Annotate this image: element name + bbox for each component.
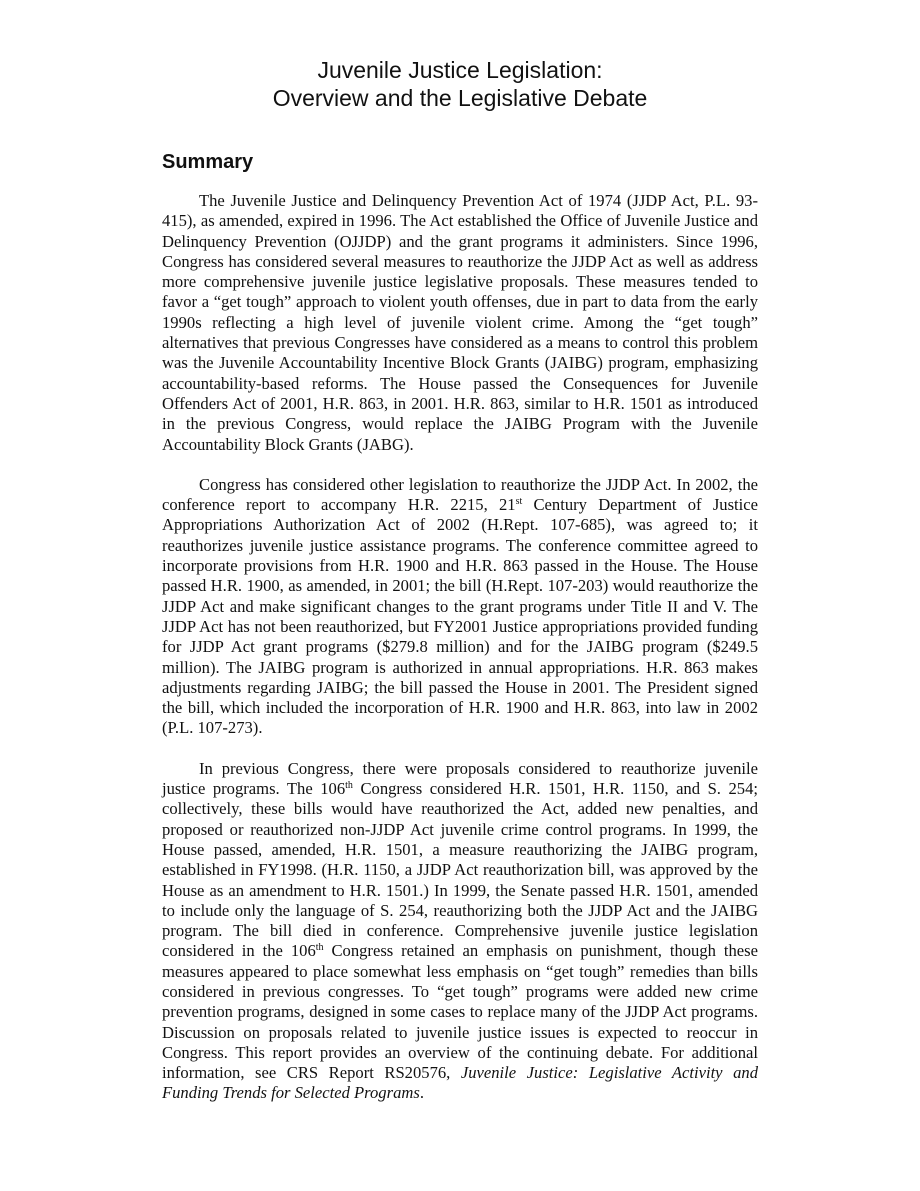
ordinal-superscript: st bbox=[515, 496, 523, 508]
summary-paragraph-2 bbox=[162, 475, 758, 739]
report-page bbox=[162, 56, 758, 1104]
paragraph-3-text-b: Congress considered H.R. 1501, H.R. 1150, and S. 254; collectively, these bills would have reauthorized the Act, added new penalties, and proposed or reauthorized non-JJDP Act juvenile crime control programs. In 1999, the House passed, amended, H.R. 1501, a measure reauthorizing the JAIBG program, established in FY1998. (H.R. 1150, a JJDP Act reauthorization bill, was approved by the House as an amendment to H.R. 1501.) In 1999, the Senate passed H.R. 1501, amended to include only the language of S. 254, reauthorizing both the JJDP Act and the JAIBG program. The bill died in conference. Comprehensive juvenile justice legislation considered in the 106 bbox=[162, 779, 758, 961]
ordinal-superscript: th bbox=[315, 942, 324, 954]
report-title bbox=[162, 56, 758, 112]
ordinal-superscript: th bbox=[345, 780, 353, 792]
title-line-2: Overview and the Legislative Debate bbox=[272, 85, 648, 111]
paragraph-3-end: . bbox=[419, 1083, 424, 1103]
paragraph-2-text-a: Congress has considered other legislation to reauthorize the JJDP Act. In 2002, the conference report to accompany H.R. 2215, 21 bbox=[162, 474, 758, 515]
paragraph-2-text-b: Century Department of Justice Appropriations Authorization Act of 2002 (H.Rept. 107-685), was agreed to; it reauthorizes juvenile justice assistance programs. The conference committee agreed to incorporate provisions from H.R. 1900 and H.R. 863 passed in the House. The House passed H.R. 1900, as amended, in 2001; the bill (H.Rept. 107-203) would reauthorize the JJDP Act and make significant changes to the grant programs under Title II and V. The JJDP Act has not been reauthorized, but FY2001 Justice appropriations provided funding for JJDP Act grant programs ($279.8 million) and for the JAIBG program ($249.5 million). The JAIBG program is authorized in annual appropriations. H.R. 863 makes adjustments regarding JAIBG; the bill passed the House in 2001. The President signed the bill, which included the incorporation of H.R. 1900 and H.R. 863, into law in 2002 (P.L. 107-273). bbox=[162, 495, 758, 738]
summary-paragraph-1: The Juvenile Justice and Delinquency Prevention Act of 1974 (JJDP Act, P.L. 93-415), as amended, expired in 1996. The Act established the Office of Juvenile Justice and Delinquency Prevention (OJJDP) and the grant programs it administers. Since 1996, Congress has considered several measures to reauthorize the JJDP Act as well as address more comprehensive juvenile justice legislative proposals. These measures tended to favor a “get tough” approach to violent youth offenses, due in part to data from the early 1990s reflecting a high level of juvenile violent crime. Among the “get tough” alternatives that previous Congresses have considered as a means to control this problem was the Juvenile Accountability Incentive Block Grants (JAIBG) program, emphasizing accountability-based reforms. The House passed the Consequences for Juvenile Offenders Act of 2001, H.R. 863, in 2001. H.R. 863, similar to H.R. 1501 as introduced in the previous Congress, would replace the JAIBG Program with the Juvenile Accountability Block Grants (JABG). bbox=[162, 191, 758, 454]
crs-report-title: Juvenile Justice: Legislative Activity and Funding Trends for Selected Programs bbox=[162, 1063, 758, 1103]
title-line-1: Juvenile Justice Legislation: bbox=[317, 57, 603, 83]
paragraph-3-text-c: Congress retained an emphasis on punishment, though these measures appeared to place somewhat less emphasis on “get tough” remedies than bills considered in previous congresses. To “get tough” programs were added new crime prevention programs, designed in some cases to replace many of the JJDP Act programs. Discussion on proposals related to juvenile justice issues is expected to reoccur in Congress. This report provides an overview of the continuing debate. For additional information, see CRS Report RS20576, bbox=[162, 941, 758, 1083]
paragraph-3-text-a: In previous Congress, there were proposals considered to reauthorize juvenile justice programs. The 106 bbox=[162, 758, 758, 799]
summary-paragraph-3 bbox=[162, 759, 758, 1104]
section-heading-summary: Summary bbox=[162, 151, 254, 173]
